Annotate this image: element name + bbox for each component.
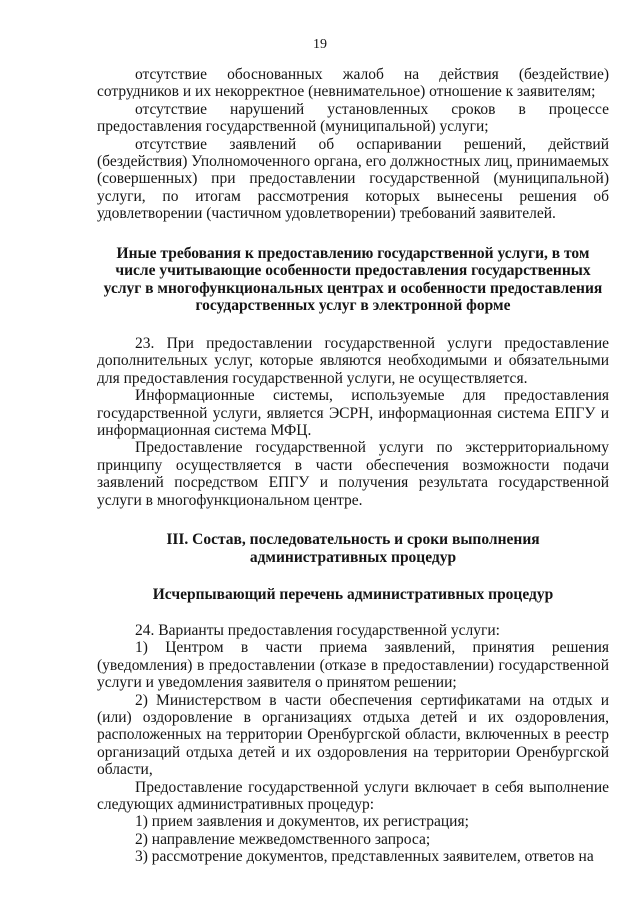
list-item: 3) рассмотрение документов, представленных заявителем, ответов на bbox=[135, 848, 594, 866]
paragraph: отсутствие нарушений установленных сроков в процессе предоставления государственной (муниципальной) услуги; bbox=[97, 100, 609, 136]
list-item: 1) прием заявления и документов, их регистрация; bbox=[135, 813, 469, 831]
list-item: 2) направление межведомственного запроса; bbox=[135, 830, 431, 848]
paragraph: 23. При предоставлении государственной услуги предоставление дополнительных услуг, которые являются необходимыми и обязательными для предоставления государственной услуги, не осуществляется. bbox=[97, 335, 609, 387]
page-body bbox=[97, 66, 609, 866]
paragraph: Информационные системы, используемые для предоставления государственной услуги, является ЭСРН, информационная система ЕПГУ и информационная система МФЦ. bbox=[97, 387, 609, 440]
subsection-title: Исчерпывающий перечень административных процедур bbox=[152, 586, 554, 604]
paragraph: 24. Варианты предоставления государственной услуги: bbox=[135, 621, 500, 639]
list-item: 2) Министерством в части обеспечения сертификатами на отдых и (или) оздоровление в организациях отдыха детей и их оздоровления, расположенных на территории Оренбургской области, включенных в реестр организаций отдыха детей и их оздоровления на территории Оренбургской области, bbox=[97, 691, 609, 779]
paragraph: Предоставление государственной услуги включает в себя выполнение следующих административных процедур: bbox=[97, 778, 609, 813]
paragraph: Предоставление государственной услуги по экстерриториальному принципу осуществляется в части обеспечения возможности подачи заявлений посредством ЕПГУ и получения результата государственной услуги в многофункциональном центре. bbox=[97, 439, 609, 509]
section-heading: Иные требования к предоставлению государственной услуги, в том числе учитывающие особенности предоставления государственных услуг в многофункциональных центрах и особенности предоставления государственных услуг в электронной форме bbox=[103, 244, 603, 315]
page-number: 19 bbox=[313, 37, 327, 52]
section-title: III. Состав, последовательность и сроки выполнения административных процедур bbox=[166, 531, 540, 566]
list-item: 1) Центром в части приема заявлений, принятия решения (уведомления) в предоставлении (отказе в предоставлении) государственной услуги и уведомления заявителя о принятом решении; bbox=[97, 639, 609, 692]
paragraph: отсутствие заявлений об оспаривании решений, действий (бездействия) Уполномоченного органа, его должностных лиц, принимаемых (совершенных) при предоставлении государственной (муниципальной) услуги, по итогам рассмотрения которых вынесены решения об удовлетворении (частичном удовлетворении) требований заявителей. bbox=[97, 135, 609, 223]
paragraph: отсутствие обоснованных жалоб на действия (бездействие) сотрудников и их некорректное (невнимательное) отношение к заявителям; bbox=[97, 66, 609, 101]
